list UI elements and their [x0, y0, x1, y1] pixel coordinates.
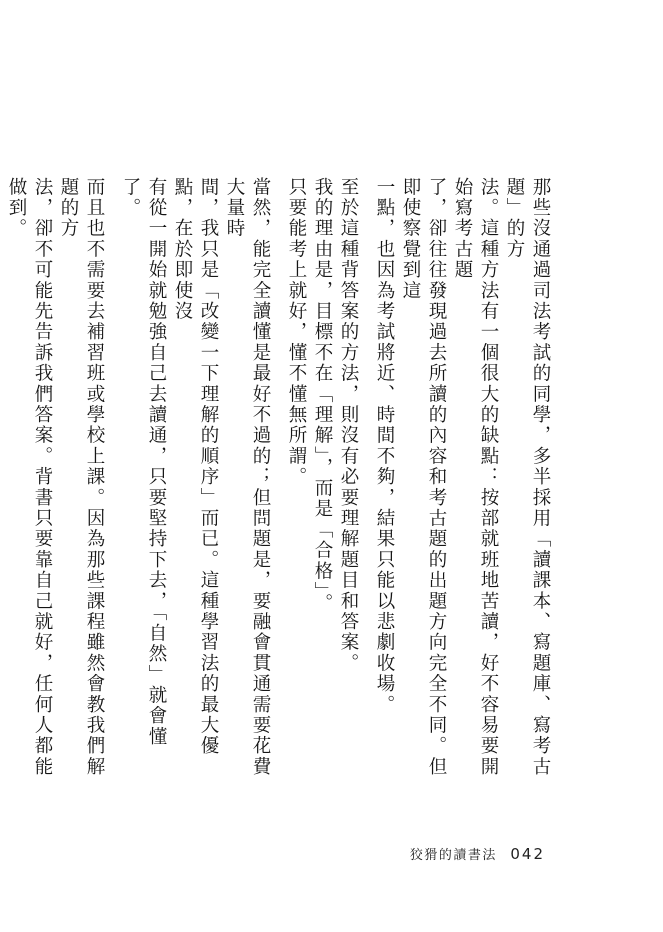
paragraph-line: 至於這種背答案的方法，則沒有必要理解題目和答案。 — [338, 177, 359, 674]
page-number: 042 — [510, 845, 545, 863]
paragraph-2 — [283, 158, 361, 778]
paragraph-line: 間，我只是「改變一下理解的順序」而已。這種學習法的最大優點，在於即使沒 — [172, 177, 219, 757]
paragraph-line: 而且也不需要去補習班或學校上課。因為那些課程雖然會教我們解題的方 — [58, 177, 105, 778]
paragraph-line: 只要能考上就好，懂不懂無所謂。 — [286, 177, 307, 488]
paragraph-1 — [371, 158, 553, 778]
paragraph-line: 那些沒通過司法考試的同學，多半採用「讀課本、寫題庫、寫考古題」的方 — [504, 177, 551, 778]
paragraph-line: 當然，能完全讀懂是最好不過的；但問題是，要融會貫通需要花費大量時 — [224, 177, 271, 778]
paragraph-line: 我的理由是，目標不在「理解」，而是「合格」。 — [312, 177, 333, 614]
paragraph-gap — [273, 158, 283, 778]
paragraph-line: 法。這種方法有一個很大的缺點：按部就班地苦讀，好不容易要開始寫考古題 — [452, 177, 499, 778]
paragraph-line: 有從一開始就勉強自己去讀通，只要堅持下去，「自然」就會懂了。 — [120, 177, 167, 748]
paragraph-line: 了，卻往往發現過去所讀的內容和考古題的出題方向完全不同。但即使察覺到這 — [400, 177, 447, 778]
paragraph-4 — [3, 158, 107, 778]
vertical-text-body — [3, 158, 553, 778]
paragraph-line: 法，卻不可能先告訴我們答案。背書只要靠自己就好，任何人都能做到。 — [6, 177, 53, 778]
page-footer — [410, 844, 545, 863]
paragraph-gap — [107, 158, 117, 778]
paragraph-gap — [361, 158, 371, 778]
paragraph-line: 一點，也因為考試將近、時間不夠，結果只能以悲劇收場。 — [374, 177, 395, 716]
book-title: 狡猾的讀書法 — [409, 848, 497, 863]
paragraph-3 — [117, 158, 273, 778]
